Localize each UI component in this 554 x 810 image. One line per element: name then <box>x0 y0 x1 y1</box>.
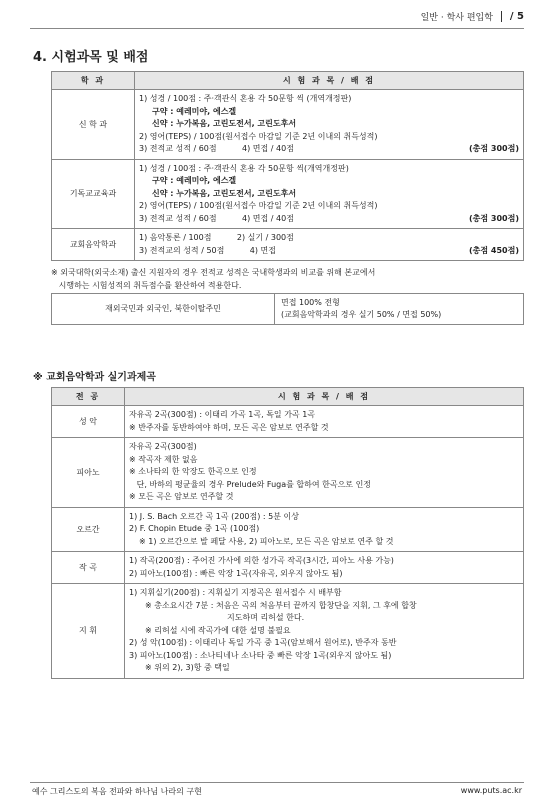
line: 1) 음악통론 / 100점 2) 실기 / 300점 <box>139 233 294 242</box>
line: ※ 작곡자 제한 없음 <box>129 454 198 464</box>
line: 자유곡 2곡(300점) <box>129 442 197 451</box>
header-title: 일반 · 학사 편입학 <box>420 13 493 23</box>
practical-pieces-table <box>51 387 524 679</box>
column-header: 전 공 <box>52 388 125 406</box>
line: ※ 반주자를 동반하여야 하며, 모든 곡은 암보로 연주할 것 <box>129 422 329 432</box>
line: 신약 : 누가복음, 고린도전서, 고린도후서 <box>152 119 297 128</box>
line: 3) 전적교의 성적 / 50점 4) 면접 <box>139 245 276 255</box>
line: 2) 영어(TEPS) / 100점(원서접수 마감일 기준 2년 이내의 취득성적) <box>139 131 378 141</box>
line: 구약 : 예레미야, 에스겔 <box>152 176 237 185</box>
line: 신약 : 누가복음, 고린도전서, 고린도후서 <box>152 188 297 198</box>
foreign-label: 재외국민과 외국인, 북한이탈주민 <box>52 294 275 325</box>
line: 면접 100% 전형 <box>281 298 340 307</box>
column-header: 시 험 과 목 / 배 점 <box>135 72 524 90</box>
line: 1) 지휘실기(200점) : 지휘실기 지정곡은 원서접수 시 배부함 <box>129 588 342 597</box>
column-header: 학 과 <box>52 72 135 90</box>
table-row <box>52 159 524 229</box>
major-name: 오르간 <box>52 507 125 552</box>
line: 단, 바하의 평균율의 경우 Prelude와 Fuga를 합하여 한곡으로 인정 <box>129 479 372 489</box>
total-score: (총점 450점) <box>469 245 519 255</box>
line: ※ 위의 2), 3)항 중 택일 <box>145 663 230 672</box>
page-header <box>421 10 524 23</box>
line: 구약 : 예레미야, 에스겔 <box>152 106 237 116</box>
table-row <box>52 406 524 438</box>
page-footer <box>32 786 522 797</box>
major-name: 피아노 <box>52 438 125 508</box>
table-row <box>52 552 524 584</box>
table-row <box>52 507 524 552</box>
footer-divider <box>30 782 524 783</box>
foreign-applicant-table <box>51 293 524 325</box>
line: (교회음악학과의 경우 실기 50% / 면접 50%) <box>281 310 442 319</box>
line: 3) 피아노(100점) : 소나티네나 소나타 중 빠른 악장 1곡(외우지 않아도 됨) <box>129 650 392 660</box>
line: 3) 전적교 성적 / 60점 4) 면접 / 40점 <box>139 144 294 153</box>
table-header-row <box>52 388 524 406</box>
line: 2) 성 악(100점) : 이태리나 독일 가곡 중 1곡(암보해서 원어로), 반주자 동반 <box>129 638 397 647</box>
section-title: 4. 시험과목 및 배점 <box>33 50 149 65</box>
total-score: (총점 300점) <box>469 144 519 153</box>
line: ※ 리허설 시에 작곡가에 대한 설명 불필요 <box>145 625 291 635</box>
dept-name: 교회음악학과 <box>52 229 135 261</box>
note-line: ※ 외국대학(외국소재) 출신 지원자의 경우 전적교 성적은 국내학생과의 비교를 위해 본교에서 <box>51 268 376 277</box>
major-name: 지 휘 <box>52 584 125 679</box>
line: ※ 총소요시간 7분 : 처음은 곡의 처음부터 끝까지 합창단을 지휘, 그 후에 합창 <box>145 600 417 610</box>
line: 1) J. S. Bach 오르간 곡 1곡 (200점) : 5분 이상 <box>129 511 299 521</box>
section-title: ※ 교회음악학과 실기과제곡 <box>33 372 156 383</box>
table-row <box>52 438 524 508</box>
line: 2) 피아노(100점) : 빠른 악장 1곡(자유곡, 외우지 않아도 됨) <box>129 568 343 578</box>
line: ※ 소나타의 한 악장도 한곡으로 인정 <box>129 467 257 476</box>
line: ※ 모든 곡은 암보로 연주할 것 <box>129 492 234 501</box>
column-header: 시 험 과 목 / 배 점 <box>125 388 524 406</box>
line: ※ 1) 오르간으로 발 페달 사용, 2) 피아노로, 모든 곡은 암보로 연주 할 것 <box>139 536 394 546</box>
footer-url: www.puts.ac.kr <box>460 786 522 795</box>
line: 1) 성경 / 100점 : 주·객관식 혼용 각 50문항 씩(개역개정판) <box>139 163 349 173</box>
line: 2) 영어(TEPS) / 100점(원서접수 마감일 기준 2년 이내의 취득성적) <box>139 201 378 210</box>
line: 지도하며 리허설 한다. <box>227 613 305 622</box>
line: 1) 성경 / 100점 : 주·객관식 혼용 각 50문항 씩 (개역개정판) <box>139 94 352 103</box>
line: 자유곡 2곡(300점) : 이태리 가곡 1곡, 독일 가곡 1곡 <box>129 410 316 419</box>
major-name: 작 곡 <box>52 552 125 584</box>
table-row <box>52 229 524 261</box>
line: 3) 전적교 성적 / 60점 4) 면접 / 40점 <box>139 213 294 223</box>
footer-slogan: 예수 그리스도의 복음 전파와 하나님 나라의 구현 <box>32 787 202 796</box>
header-divider <box>30 28 524 29</box>
exam-subjects-table <box>51 71 524 261</box>
note-line: 시행하는 시험성적의 취득점수를 환산하여 적용한다. <box>51 281 242 290</box>
table-header-row <box>52 72 524 90</box>
table-row <box>52 584 524 679</box>
major-name: 성 악 <box>52 406 125 438</box>
page-number: / 5 <box>501 11 524 22</box>
dept-name: 신 학 과 <box>52 90 135 160</box>
total-score: (총점 300점) <box>469 213 519 223</box>
note <box>51 266 531 292</box>
line: 2) F. Chopin Etude 중 1곡 (100점) <box>129 524 260 533</box>
table-row <box>52 90 524 160</box>
dept-name: 기독교교육과 <box>52 159 135 229</box>
line: 1) 작곡(200점) : 주어진 가사에 의한 성가곡 작곡(3시간, 피아노 사용 가능) <box>129 556 394 565</box>
